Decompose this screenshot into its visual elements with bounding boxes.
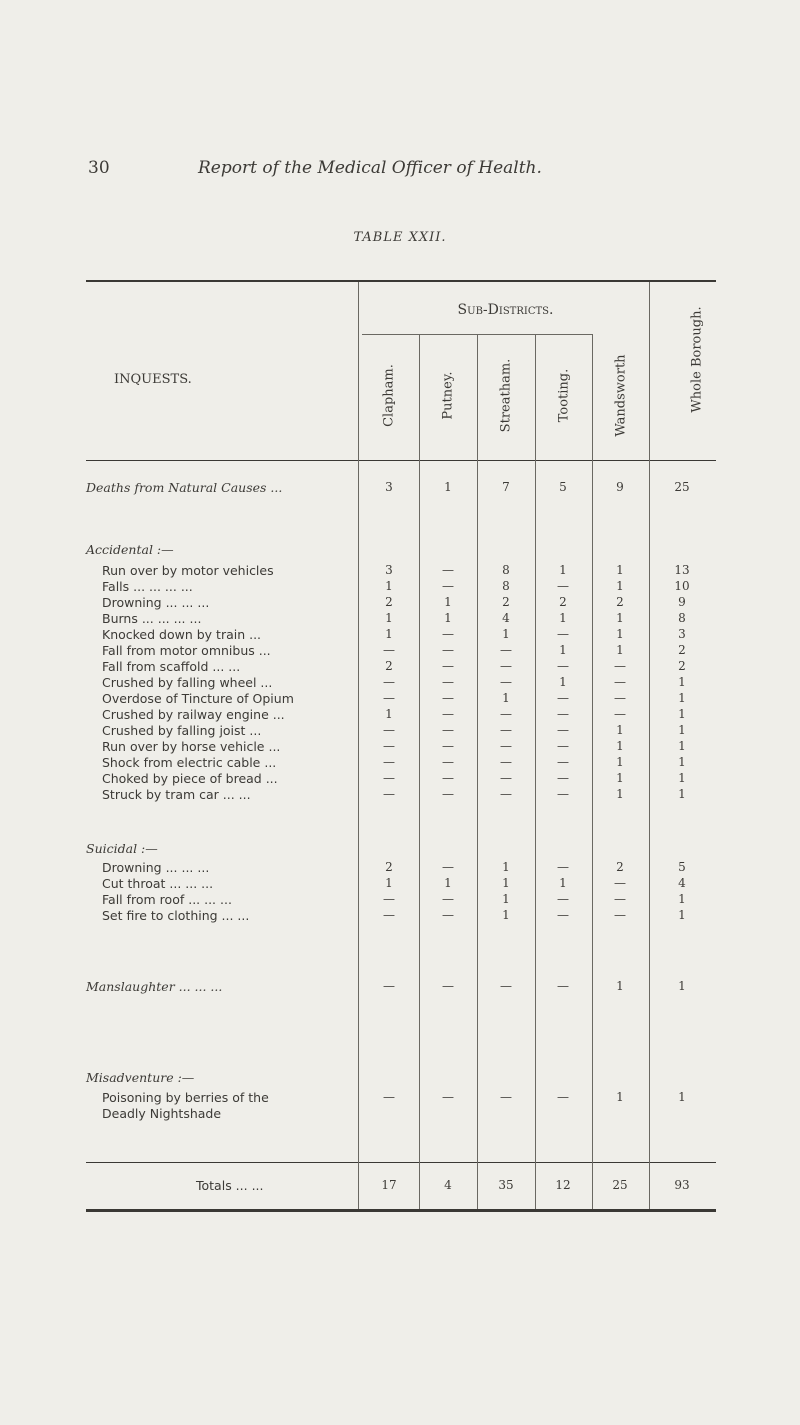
table-cell: — [500,755,512,769]
table-cell: — [383,691,395,705]
row-label: Fall from motor omnibus ... [102,643,271,658]
row-label: Drowning ... ... ... [102,595,210,610]
table-cell: — [442,579,454,593]
table-cell: 25 [674,480,690,494]
table-cell: 10 [674,579,690,593]
table-cell: 3 [678,627,686,641]
totals-cell: 35 [498,1178,514,1192]
table-cell: 3 [385,480,393,494]
totals-cell: 17 [381,1178,397,1192]
table-cell: — [557,659,569,673]
row-label: Overdose of Tincture of Opium [102,691,294,706]
table-cell: — [500,787,512,801]
table-cell: 2 [678,643,686,657]
table-cell: 1 [678,755,686,769]
table-cell: 1 [678,979,686,993]
table-cell: — [383,1090,395,1104]
table-cell: 1 [444,480,452,494]
table-cell: — [442,675,454,689]
table-cell: — [557,691,569,705]
row-label-continued: Deadly Nightshade [102,1106,222,1121]
table-cell: 1 [444,595,452,609]
table-cell: 2 [385,659,393,673]
totals-rule [86,1162,716,1163]
table-cell: — [500,675,512,689]
table-cell: — [383,771,395,785]
table-cell: 1 [678,691,686,705]
table-cell: 2 [678,659,686,673]
table-cell: — [383,892,395,906]
table-cell: 3 [385,563,393,577]
totals-cell: 4 [444,1178,452,1192]
table-cell: 1 [502,691,510,705]
table-cell: 1 [678,675,686,689]
col-header-tooting: Tooting. [556,368,572,423]
table-cell: — [614,707,626,721]
table-cell: 8 [678,611,686,625]
row-label: Knocked down by train ... [102,627,262,642]
table-cell: 1 [616,787,624,801]
table-cell: 1 [559,675,567,689]
table-cell: 1 [616,739,624,753]
page-number: 30 [88,158,110,178]
table-cell: — [557,579,569,593]
table-cell: 1 [559,611,567,625]
col-header-whole-borough: Whole Borough. [689,306,705,413]
table-cell: — [442,908,454,922]
table-cell: — [614,908,626,922]
table-cell: 9 [616,480,624,494]
table-cell: 1 [678,908,686,922]
table-cell: 1 [678,787,686,801]
table-cell: — [500,707,512,721]
table-cell: 1 [616,579,624,593]
col-header-putney: Putney. [440,371,456,420]
table-cell: — [557,723,569,737]
table-cell: — [442,892,454,906]
table-cell: 2 [559,595,567,609]
table-cell: 1 [502,627,510,641]
table-cell: — [442,771,454,785]
table-cell: 1 [616,979,624,993]
table-cell: — [383,723,395,737]
table-cell: 1 [616,771,624,785]
table-cell: 1 [559,563,567,577]
totals-cell: 25 [612,1178,628,1192]
col-divider [592,334,593,1209]
table-cell: — [614,892,626,906]
table-cell: — [383,739,395,753]
totals-cell: 93 [674,1178,690,1192]
row-header-label: INQUESTS. [114,372,192,387]
table-cell: — [557,860,569,874]
table-cell: 1 [678,771,686,785]
totals-cell: 12 [555,1178,571,1192]
row-label: Fall from scaffold ... ... [102,659,241,674]
top-rule [86,280,716,282]
row-label: Cut throat ... ... ... [102,876,214,891]
table-cell: 5 [559,480,567,494]
table-cell: — [614,659,626,673]
table-cell: — [614,675,626,689]
table-cell: — [500,659,512,673]
table-cell: — [383,787,395,801]
col-header-clapham: Clapham. [381,364,397,427]
table-cell: — [557,1090,569,1104]
table-cell: 1 [616,755,624,769]
table-cell: 1 [385,611,393,625]
table-cell: — [383,755,395,769]
table-cell: — [442,787,454,801]
subdistricts-heading: Sub-Districts. [457,302,554,318]
row-label: Drowning ... ... ... [102,860,210,875]
table-cell: — [557,892,569,906]
table-cell: — [442,563,454,577]
inquests-table [86,280,716,1240]
table-cell: — [557,979,569,993]
table-cell: — [442,691,454,705]
row-label: Crushed by falling wheel ... [102,675,273,690]
row-label: Shock from electric cable ... [102,755,277,770]
table-cell: — [557,755,569,769]
table-cell: — [442,739,454,753]
table-cell: — [557,908,569,922]
table-cell: — [500,771,512,785]
table-cell: 8 [502,563,510,577]
section-label: Misadventure :— [86,1070,195,1085]
table-cell: — [614,876,626,890]
col-header-wandsworth: Wandsworth [613,354,629,437]
table-cell: — [557,771,569,785]
table-cell: 7 [502,480,510,494]
col-divider [419,334,420,1209]
row-label: Falls ... ... ... ... [102,579,193,594]
row-label: Burns ... ... ... ... [102,611,202,626]
table-cell: 8 [502,579,510,593]
table-cell: — [500,739,512,753]
table-cell: 2 [616,860,624,874]
table-cell: 4 [502,611,510,625]
table-cell: — [442,643,454,657]
table-cell: — [500,1090,512,1104]
col-divider [477,334,478,1209]
table-cell: — [442,979,454,993]
table-cell: — [442,707,454,721]
table-cell: 1 [678,707,686,721]
totals-label: Totals ... ... [196,1178,264,1193]
table-cell: — [500,979,512,993]
table-cell: 1 [678,723,686,737]
table-cell: — [383,675,395,689]
table-cell: 1 [385,876,393,890]
table-cell: 2 [385,595,393,609]
table-cell: 1 [678,739,686,753]
table-cell: 1 [559,643,567,657]
col-divider [358,282,359,1209]
col-divider [649,282,650,1209]
row-label: Poisoning by berries of the [102,1090,269,1105]
table-cell: 1 [678,1090,686,1104]
table-cell: — [500,723,512,737]
table-cell: — [557,787,569,801]
row-label: Crushed by falling joist ... [102,723,262,738]
table-cell: 9 [678,595,686,609]
row-label: Choked by piece of bread ... [102,771,278,786]
table-cell: — [442,723,454,737]
running-title: Report of the Medical Officer of Health. [198,158,542,178]
table-cell: 1 [616,1090,624,1104]
table-cell: 1 [502,908,510,922]
row-label: Fall from roof ... ... ... [102,892,232,907]
section-label: Deaths from Natural Causes ... [86,480,283,495]
row-label: Struck by tram car ... ... [102,787,251,802]
table-cell: 1 [616,627,624,641]
table-cell: 1 [502,876,510,890]
table-cell: — [442,627,454,641]
table-cell: — [557,627,569,641]
section-label: Suicidal :— [86,841,158,856]
table-cell: — [442,659,454,673]
col-header-streatham: Streatham. [498,358,514,433]
bottom-rule [86,1209,716,1212]
table-cell: — [557,739,569,753]
table-cell: 2 [385,860,393,874]
row-label: Set fire to clothing ... ... [102,908,250,923]
table-cell: — [442,860,454,874]
table-cell: — [442,1090,454,1104]
table-cell: 1 [559,876,567,890]
table-cell: 1 [385,579,393,593]
table-cell: 1 [385,707,393,721]
table-cell: 4 [678,876,686,890]
table-cell: 1 [502,860,510,874]
table-cell: — [500,643,512,657]
table-cell: 2 [616,595,624,609]
table-title: TABLE XXII. [353,230,447,245]
table-cell: 1 [444,611,452,625]
table-cell: — [614,691,626,705]
table-cell: — [383,908,395,922]
row-label: Crushed by railway engine ... [102,707,285,722]
col-divider [535,334,536,1209]
table-cell: 5 [678,860,686,874]
table-cell: — [442,755,454,769]
table-cell: 2 [502,595,510,609]
table-cell: 1 [616,643,624,657]
table-cell: 1 [385,627,393,641]
table-cell: 1 [444,876,452,890]
table-cell: 13 [674,563,690,577]
section-label: Manslaughter ... ... ... [86,979,223,994]
table-cell: — [383,643,395,657]
table-cell: 1 [616,563,624,577]
table-cell: — [557,707,569,721]
table-cell: 1 [616,723,624,737]
row-label: Run over by horse vehicle ... [102,739,281,754]
table-cell: 1 [678,892,686,906]
table-cell: 1 [616,611,624,625]
row-label: Run over by motor vehicles [102,563,274,578]
table-cell: — [383,979,395,993]
section-label: Accidental :— [86,542,174,557]
header-rule [86,460,716,461]
table-cell: 1 [502,892,510,906]
